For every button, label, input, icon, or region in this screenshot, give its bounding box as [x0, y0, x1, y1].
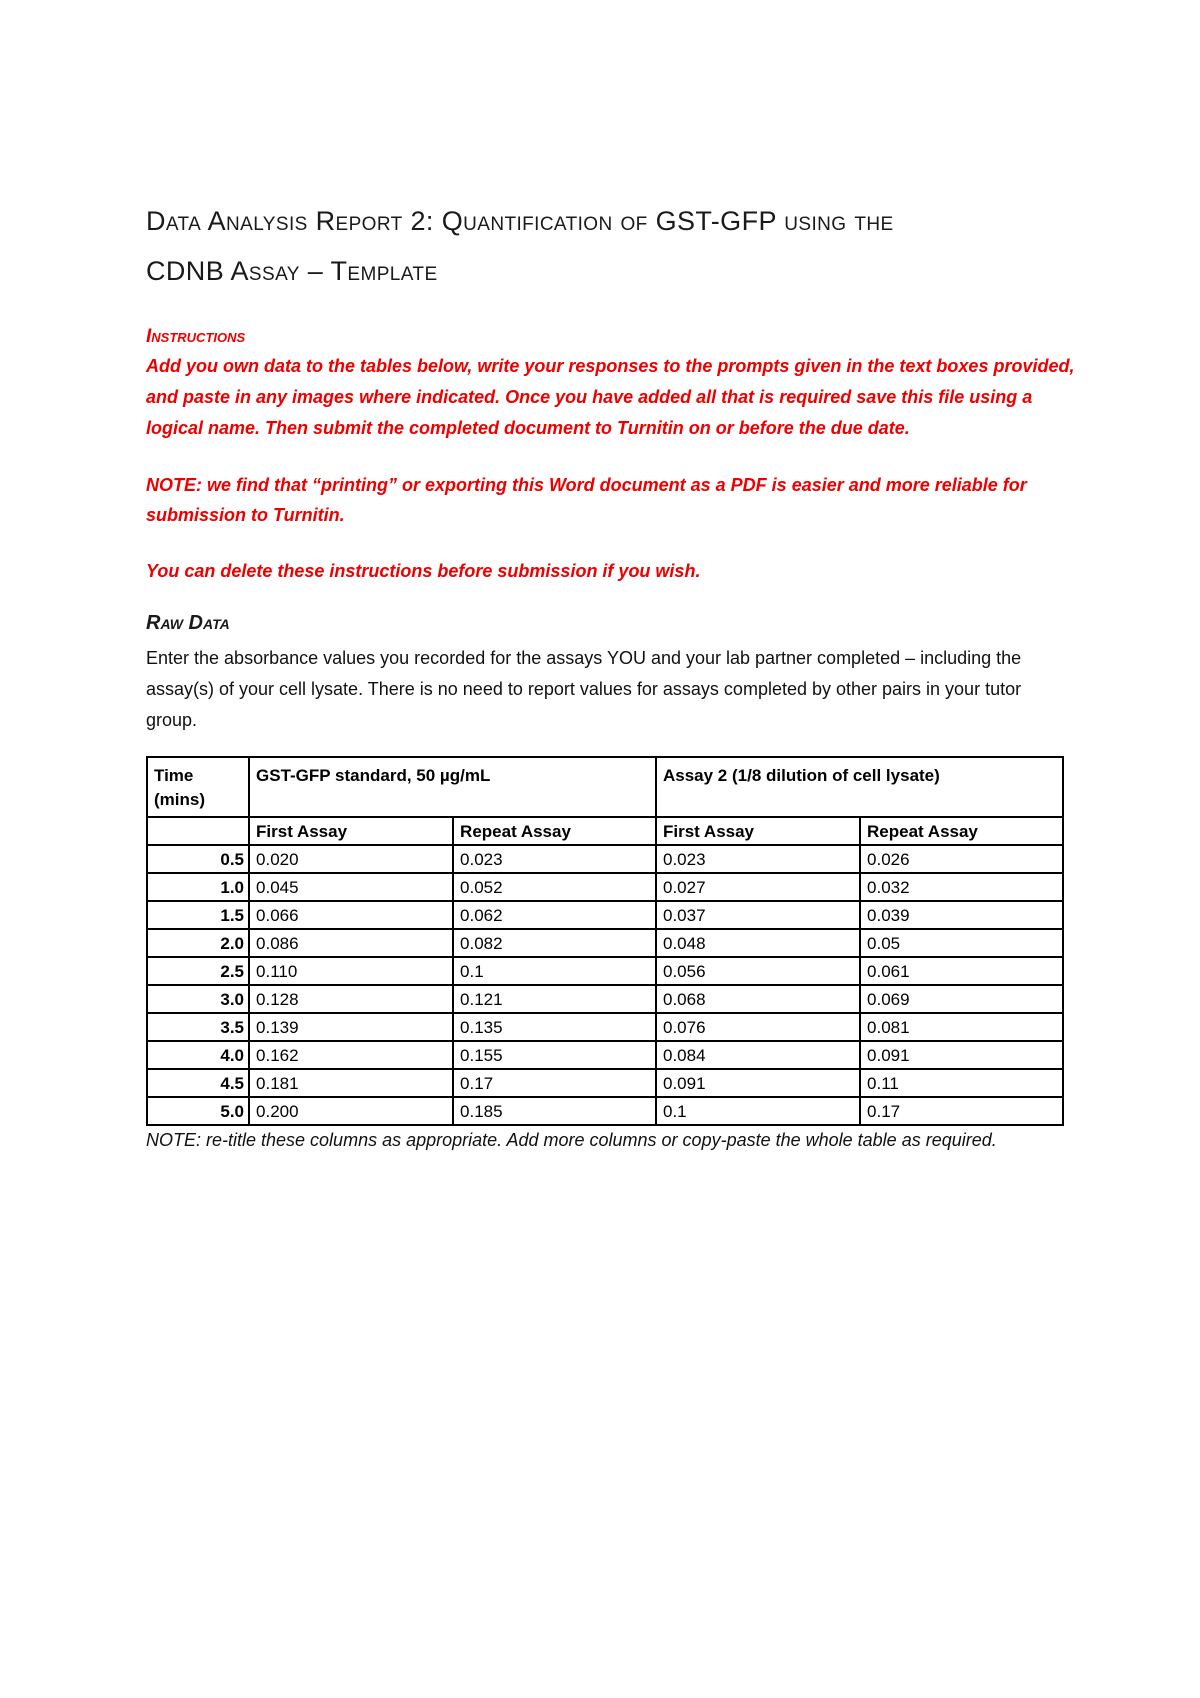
value-cell[interactable]: 0.162: [249, 1041, 453, 1069]
table-row: [147, 1041, 1063, 1069]
instructions-block: [146, 323, 1076, 444]
time-cell[interactable]: 4.5: [147, 1069, 249, 1097]
instructions-note: NOTE: we find that “printing” or exporting this Word document as a PDF is easier and more reliable for submission to Turnitin.: [146, 475, 1027, 525]
time-cell[interactable]: 2.0: [147, 929, 249, 957]
value-cell[interactable]: 0.128: [249, 985, 453, 1013]
table-row: [147, 1013, 1063, 1041]
title-line-2: CDNB Assay – Template: [146, 256, 438, 286]
instructions-body: Add you own data to the tables below, write your responses to the prompts given in the text boxes provided, and paste in any images where indicated. Once you have added all that is required save this file using a logical name. Then submit the completed document to Turnitin on or before the due date.: [146, 356, 1075, 438]
time-subheader-empty[interactable]: [147, 817, 249, 845]
value-cell[interactable]: 0.056: [656, 957, 860, 985]
value-cell[interactable]: 0.091: [860, 1041, 1063, 1069]
value-cell[interactable]: 0.037: [656, 901, 860, 929]
value-cell[interactable]: 0.026: [860, 845, 1063, 873]
table-subheader-row: [147, 817, 1063, 845]
value-cell[interactable]: 0.1: [453, 957, 656, 985]
value-cell[interactable]: 0.135: [453, 1013, 656, 1041]
value-cell[interactable]: 0.061: [860, 957, 1063, 985]
value-cell[interactable]: 0.027: [656, 873, 860, 901]
table-header-row: [147, 757, 1063, 817]
value-cell[interactable]: 0.11: [860, 1069, 1063, 1097]
value-cell[interactable]: 0.091: [656, 1069, 860, 1097]
subheader-first-assay-2[interactable]: First Assay: [656, 817, 860, 845]
value-cell[interactable]: 0.110: [249, 957, 453, 985]
table-row: [147, 901, 1063, 929]
table-row: [147, 873, 1063, 901]
value-cell[interactable]: 0.200: [249, 1097, 453, 1125]
group2-header[interactable]: Assay 2 (1/8 dilution of cell lysate): [656, 757, 1063, 817]
value-cell[interactable]: 0.181: [249, 1069, 453, 1097]
subheader-repeat-assay-1[interactable]: Repeat Assay: [453, 817, 656, 845]
group1-header[interactable]: GST-GFP standard, 50 µg/mL: [249, 757, 656, 817]
document-title: [146, 196, 1076, 296]
value-cell[interactable]: 0.045: [249, 873, 453, 901]
value-cell[interactable]: 0.023: [656, 845, 860, 873]
time-cell[interactable]: 3.5: [147, 1013, 249, 1041]
value-cell[interactable]: 0.17: [453, 1069, 656, 1097]
table-row: [147, 1069, 1063, 1097]
value-cell[interactable]: 0.076: [656, 1013, 860, 1041]
table-row: [147, 1097, 1063, 1125]
value-cell[interactable]: 0.139: [249, 1013, 453, 1041]
absorbance-table: [146, 756, 1064, 1126]
value-cell[interactable]: 0.069: [860, 985, 1063, 1013]
table-row: [147, 985, 1063, 1013]
value-cell[interactable]: 0.020: [249, 845, 453, 873]
instructions-delete-note: You can delete these instructions before submission if you wish.: [146, 561, 701, 581]
value-cell[interactable]: 0.1: [656, 1097, 860, 1125]
subheader-repeat-assay-2[interactable]: Repeat Assay: [860, 817, 1063, 845]
value-cell[interactable]: 0.121: [453, 985, 656, 1013]
time-cell[interactable]: 3.0: [147, 985, 249, 1013]
value-cell[interactable]: 0.032: [860, 873, 1063, 901]
value-cell[interactable]: 0.185: [453, 1097, 656, 1125]
subheader-first-assay-1[interactable]: First Assay: [249, 817, 453, 845]
title-line-1: Data Analysis Report 2: Quantification of GST-GFP using the: [146, 206, 894, 236]
value-cell[interactable]: 0.048: [656, 929, 860, 957]
value-cell[interactable]: 0.05: [860, 929, 1063, 957]
table-note: NOTE: re-title these columns as appropriate. Add more columns or copy-paste the whole table as required.: [146, 1130, 997, 1150]
table-row: [147, 845, 1063, 873]
time-cell[interactable]: 1.5: [147, 901, 249, 929]
table-row: [147, 929, 1063, 957]
raw-data-heading: Raw Data: [146, 612, 230, 634]
value-cell[interactable]: 0.155: [453, 1041, 656, 1069]
value-cell[interactable]: 0.084: [656, 1041, 860, 1069]
value-cell[interactable]: 0.039: [860, 901, 1063, 929]
time-cell[interactable]: 5.0: [147, 1097, 249, 1125]
value-cell[interactable]: 0.081: [860, 1013, 1063, 1041]
value-cell[interactable]: 0.068: [656, 985, 860, 1013]
value-cell[interactable]: 0.17: [860, 1097, 1063, 1125]
value-cell[interactable]: 0.062: [453, 901, 656, 929]
value-cell[interactable]: 0.066: [249, 901, 453, 929]
value-cell[interactable]: 0.023: [453, 845, 656, 873]
time-cell[interactable]: 2.5: [147, 957, 249, 985]
raw-data-description: Enter the absorbance values you recorded for the assays YOU and your lab partner completed – including the assay(s) of your cell lysate. There is no need to report values for assays completed by other pairs in your tutor group.: [146, 648, 1022, 730]
time-cell[interactable]: 0.5: [147, 845, 249, 873]
value-cell[interactable]: 0.082: [453, 929, 656, 957]
time-header[interactable]: Time (mins): [147, 757, 249, 817]
instructions-heading: Instructions: [146, 326, 246, 347]
value-cell[interactable]: 0.052: [453, 873, 656, 901]
time-cell[interactable]: 4.0: [147, 1041, 249, 1069]
table-row: [147, 957, 1063, 985]
time-cell[interactable]: 1.0: [147, 873, 249, 901]
value-cell[interactable]: 0.086: [249, 929, 453, 957]
